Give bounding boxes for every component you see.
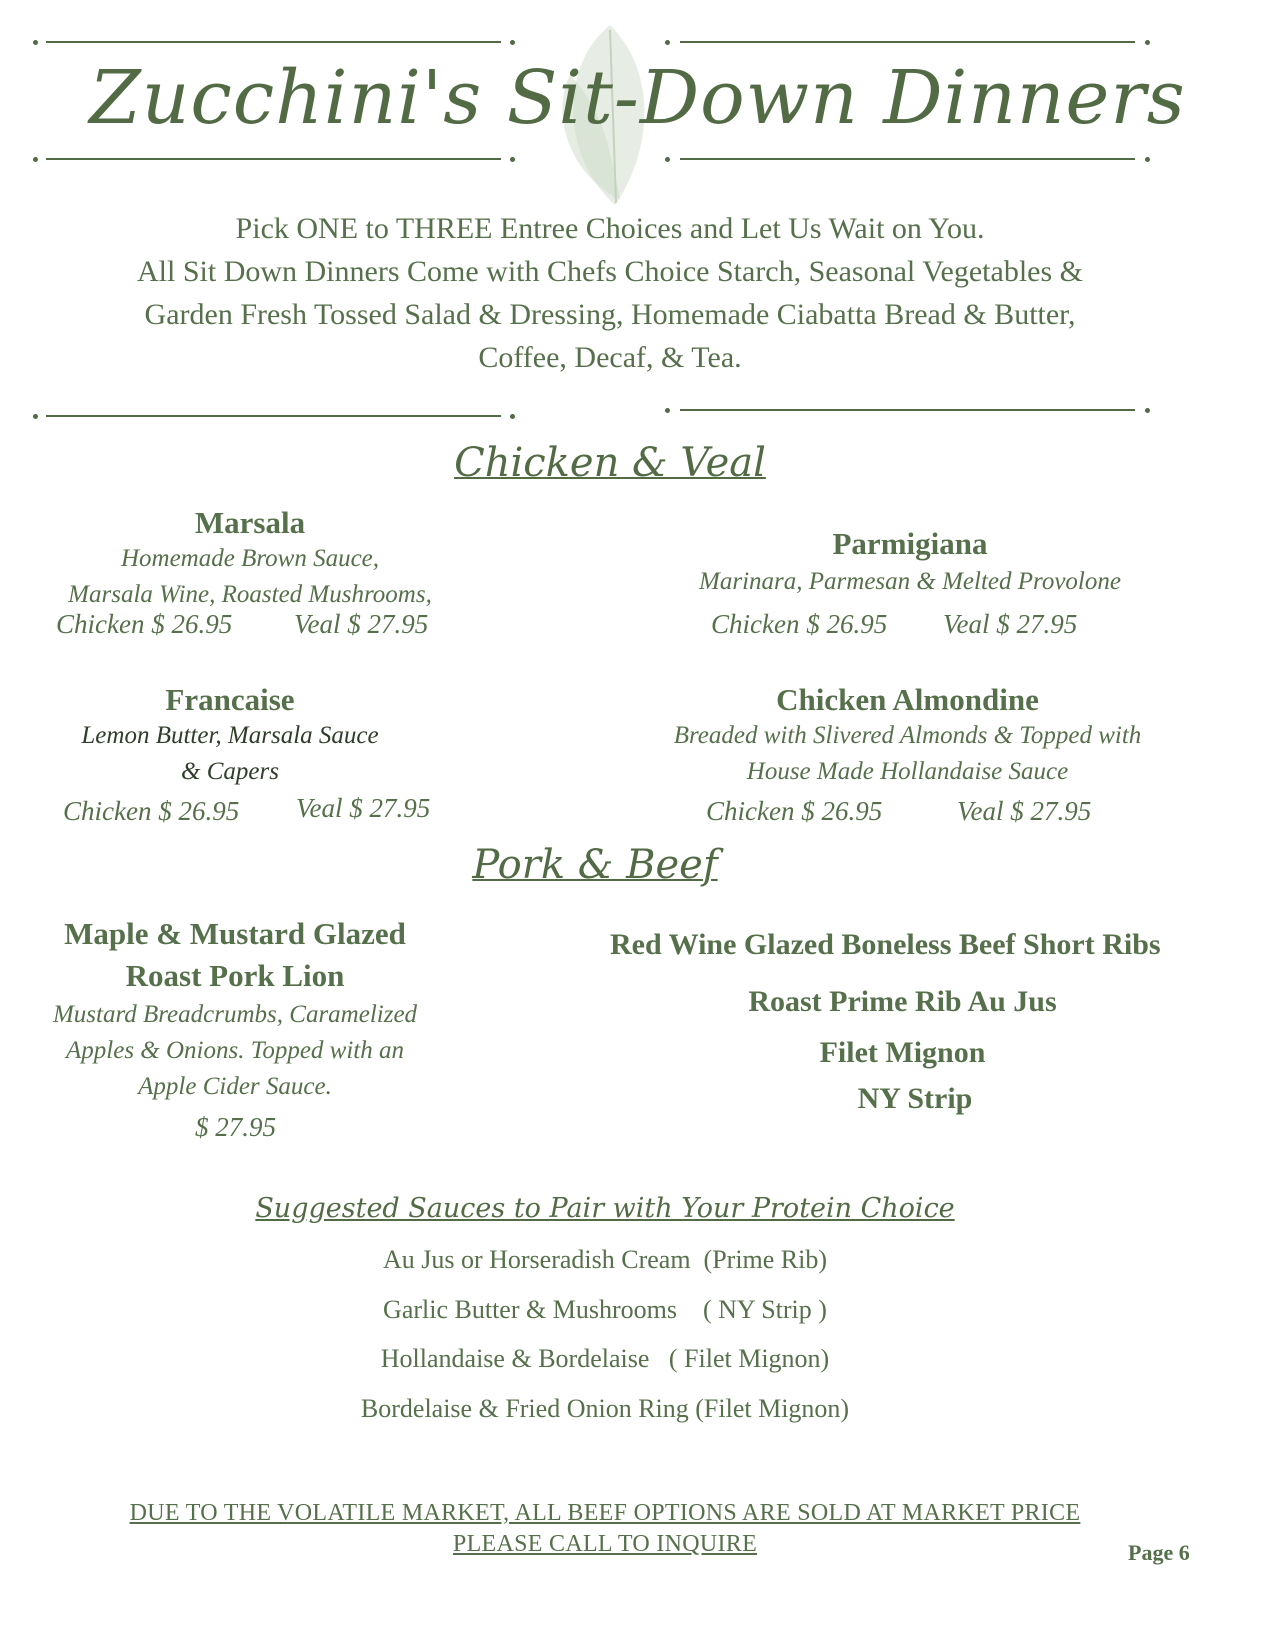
beef-item-short-ribs: Red Wine Glazed Boneless Beef Short Ribs <box>610 928 1161 961</box>
section-heading-chicken-veal: Chicken & Veal <box>454 440 766 486</box>
dish-description: Apples & Onions. Topped with an <box>66 1037 404 1064</box>
price-veal: Veal $ 27.95 <box>296 793 431 823</box>
dish-description: Apple Cider Sauce. <box>138 1073 332 1100</box>
dish-description: Lemon Butter, Marsala Sauce <box>81 722 379 749</box>
price-veal: Veal $ 27.95 <box>957 796 1092 826</box>
price-chicken: Chicken $ 26.95 <box>63 796 240 826</box>
price-veal: Veal $ 27.95 <box>294 609 429 639</box>
intro-line: Pick ONE to THREE Entree Choices and Let Us Wait on You. <box>235 212 985 245</box>
price-pork: $ 27.95 <box>195 1112 276 1142</box>
sauce-item: Garlic Butter & Mushrooms ( NY Strip ) <box>383 1295 827 1324</box>
price-chicken: Chicken $ 26.95 <box>56 609 233 639</box>
price-chicken: Chicken $ 26.95 <box>711 609 888 639</box>
intro-text <box>0 207 1220 379</box>
section-heading-pork-beef: Pork & Beef <box>472 842 718 888</box>
dish-pork <box>30 913 440 1105</box>
intro-line: All Sit Down Dinners Come with Chefs Choice Starch, Seasonal Vegetables & <box>137 255 1083 288</box>
page-number: Page 6 <box>1128 1540 1190 1565</box>
dish-description: Mustard Breadcrumbs, Caramelized <box>52 1001 418 1028</box>
dish-description: Marinara, Parmesan & Melted Provolone <box>699 568 1121 595</box>
intro-line: Coffee, Decaf, & Tea. <box>478 341 742 374</box>
market-price-notice: DUE TO THE VOLATILE MARKET, ALL BEEF OPTIONS ARE SOLD AT MARKET PRICE <box>129 1500 1081 1526</box>
intro-line: Garden Fresh Tossed Salad & Dressing, Homemade Ciabatta Bread & Butter, <box>144 298 1076 331</box>
dish-name: Francaise <box>165 682 295 717</box>
call-to-inquire-notice: PLEASE CALL TO INQUIRE <box>452 1531 758 1557</box>
beef-item-ny-strip: NY Strip <box>857 1082 973 1115</box>
dish-name: Parmigiana <box>832 526 988 561</box>
beef-item-filet-mignon: Filet Mignon <box>819 1036 986 1069</box>
sauce-item: Bordelaise & Fried Onion Ring (Filet Mignon) <box>360 1394 850 1423</box>
price-chicken: Chicken $ 26.95 <box>706 796 883 826</box>
dish-parmigiana <box>680 526 1140 600</box>
dish-description: Homemade Brown Sauce, <box>120 545 380 572</box>
dish-name: Chicken Almondine <box>776 682 1039 717</box>
sauce-item: Hollandaise & Bordelaise ( Filet Mignon) <box>380 1344 830 1373</box>
dish-description: & Capers <box>181 758 279 785</box>
dish-name: Maple & Mustard Glazed <box>64 916 406 951</box>
dish-name: Marsala <box>194 505 306 540</box>
sauce-item: Au Jus or Horseradish Cream (Prime Rib) <box>382 1245 828 1274</box>
dish-description: House Made Hollandaise Sauce <box>746 758 1069 785</box>
dish-marsala <box>40 505 460 613</box>
dish-description: Marsala Wine, Roasted Mushrooms, <box>68 581 432 608</box>
dish-francaise <box>20 682 440 790</box>
dish-almondine <box>650 682 1165 790</box>
price-veal: Veal $ 27.95 <box>943 609 1078 639</box>
sauces-heading: Suggested Sauces to Pair with Your Protein Choice <box>255 1193 955 1224</box>
page-title: Zucchini's Sit-Down Dinners <box>89 55 1186 141</box>
dish-name: Roast Pork Lion <box>125 958 345 993</box>
dish-description: Breaded with Slivered Almonds & Topped with <box>673 722 1142 749</box>
beef-item-prime-rib: Roast Prime Rib Au Jus <box>748 985 1057 1018</box>
